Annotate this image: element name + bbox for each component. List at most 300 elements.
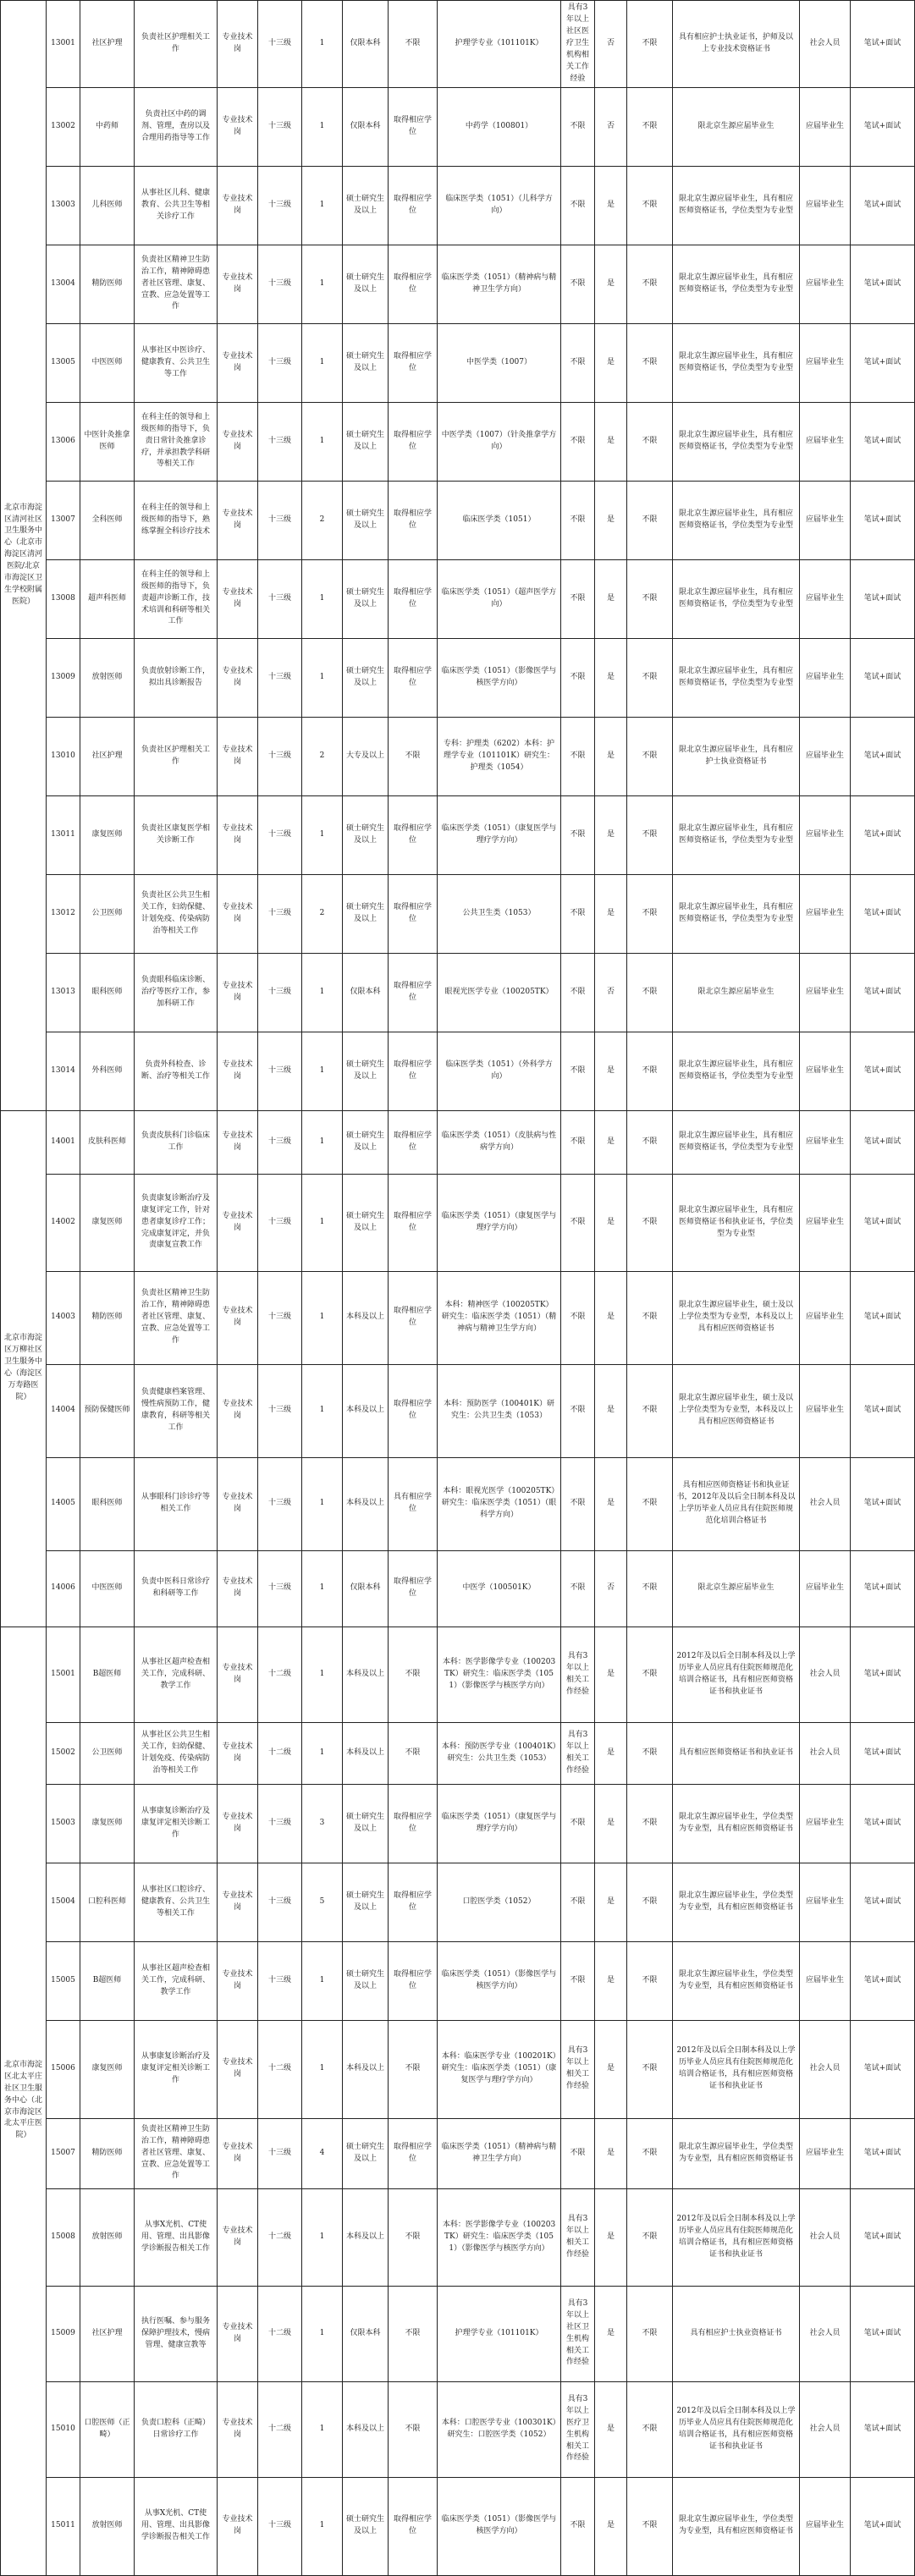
cell-cond: 限北京生源应届毕业生，学位类型为专业型，具有相应医师资格证书: [673, 1863, 800, 1941]
cell-exam: 笔试+面试: [851, 795, 915, 874]
cell-degree: 取得相应学位: [389, 638, 438, 717]
cell-src: 应届毕业生: [800, 323, 851, 402]
cell-post: 中医医师: [80, 323, 135, 402]
cell-exam: 笔试+面试: [851, 638, 915, 717]
cell-party: 否: [595, 87, 627, 166]
table-row: [1, 1550, 915, 1627]
cell-other: 不限: [627, 1457, 673, 1550]
cell-degree: 取得相应学位: [389, 1941, 438, 2020]
cell-count: 1: [302, 2188, 343, 2286]
cell-cond: 限北京生源应届毕业生，学位类型为专业型，具有相应医师资格证书: [673, 1941, 800, 2020]
cell-level: 十三级: [258, 717, 302, 795]
cell-post: 全科医师: [80, 481, 135, 559]
cell-exp: 不限: [561, 1174, 595, 1271]
table-row: [1, 2477, 915, 2575]
cell-code: 13011: [47, 795, 80, 874]
cell-major: 临床医学类（1051）（康复医学与理疗学方向）: [438, 1784, 561, 1863]
cell-degree: 取得相应学位: [389, 1550, 438, 1627]
cell-post: 康复医师: [80, 2020, 135, 2118]
cell-exam: 笔试+面试: [851, 166, 915, 245]
table-row: [1, 87, 915, 166]
cell-duty: 从事X光机、CT使用、管理、出具影像学诊断报告相关工作: [135, 2477, 218, 2575]
cell-type: 专业技术岗: [218, 87, 258, 166]
cell-src: 应届毕业生: [800, 2118, 851, 2188]
cell-major: 本科：临床医学专业（100201K）研究生：临床医学类（1051）（康复医学与理疗学方向）: [438, 2020, 561, 2118]
cell-type: 专业技术岗: [218, 2286, 258, 2381]
cell-party: 否: [595, 1550, 627, 1627]
cell-degree: 取得相应学位: [389, 87, 438, 166]
cell-edu: 本科及以上: [343, 1627, 389, 1722]
cell-type: 专业技术岗: [218, 1, 258, 88]
cell-exam: 笔试+面试: [851, 1174, 915, 1271]
cell-type: 专业技术岗: [218, 2381, 258, 2477]
cell-exp: 不限: [561, 1941, 595, 2020]
cell-exp: 不限: [561, 559, 595, 638]
cell-party: 是: [595, 638, 627, 717]
cell-duty: 负责口腔科（正畸）日常诊疗工作: [135, 2381, 218, 2477]
cell-exp: 不限: [561, 953, 595, 1032]
cell-cond: 限北京生源应届毕业生: [673, 953, 800, 1032]
cell-post: 皮肤科医师: [80, 1110, 135, 1174]
cell-degree: 取得相应学位: [389, 481, 438, 559]
cell-count: 1: [302, 1627, 343, 1722]
cell-cond: 限北京生源应届毕业生，具有相应医师资格证书，学位类型为专业型: [673, 402, 800, 481]
cell-duty: 从事社区公共卫生相关工作，妇幼保健、计划免疫、传染病防治等相关工作: [135, 1722, 218, 1784]
cell-degree: 取得相应学位: [389, 245, 438, 323]
cell-party: 是: [595, 1032, 627, 1110]
cell-cond: 限北京生源应届毕业生，具有相应医师资格证书，学位类型为专业型: [673, 481, 800, 559]
cell-count: 1: [302, 245, 343, 323]
cell-exam: 笔试+面试: [851, 953, 915, 1032]
cell-exp: 不限: [561, 1863, 595, 1941]
employer-unit-cell: 北京市海淀区清河社区卫生服务中心（北京市海淀区清河医院/北京市海淀区卫生学校附属医院）: [1, 1, 47, 1111]
cell-major: 临床医学类（1051）（外科学方向）: [438, 1032, 561, 1110]
cell-party: 是: [595, 2477, 627, 2575]
table-row: [1, 559, 915, 638]
cell-major: 中医学类（1007）（针灸推拿学方向）: [438, 402, 561, 481]
cell-post: 超声科医师: [80, 559, 135, 638]
cell-other: 不限: [627, 2381, 673, 2477]
cell-post: 中医医师: [80, 1550, 135, 1627]
employer-unit-cell: 北京市海淀区北太平庄社区卫生服务中心（北京市海淀区北太平庄医院）: [1, 1627, 47, 2575]
cell-type: 专业技术岗: [218, 2477, 258, 2575]
cell-party: 是: [595, 1784, 627, 1863]
cell-edu: 硕士研究生及以上: [343, 1784, 389, 1863]
cell-count: 1: [302, 559, 343, 638]
cell-code: 13004: [47, 245, 80, 323]
cell-exp: 不限: [561, 1271, 595, 1364]
cell-post: 康复医师: [80, 1784, 135, 1863]
cell-exam: 笔试+面试: [851, 1, 915, 88]
table-row: [1, 1457, 915, 1550]
cell-other: 不限: [627, 323, 673, 402]
cell-other: 不限: [627, 1364, 673, 1457]
cell-other: 不限: [627, 1863, 673, 1941]
cell-cond: 限北京生源应届毕业生，学位类型为专业型，具有相应医师资格证书: [673, 2118, 800, 2188]
cell-count: 2: [302, 481, 343, 559]
cell-level: 十二级: [258, 2286, 302, 2381]
cell-type: 专业技术岗: [218, 2188, 258, 2286]
cell-other: 不限: [627, 87, 673, 166]
cell-type: 专业技术岗: [218, 2118, 258, 2188]
cell-duty: 从事康复诊断治疗及康复评定相关诊断工作: [135, 1784, 218, 1863]
cell-level: 十三级: [258, 559, 302, 638]
cell-other: 不限: [627, 1941, 673, 2020]
cell-degree: 具有相应学位: [389, 1457, 438, 1550]
cell-level: 十三级: [258, 402, 302, 481]
cell-edu: 硕士研究生及以上: [343, 2118, 389, 2188]
table-row: [1, 874, 915, 953]
cell-other: 不限: [627, 717, 673, 795]
cell-code: 15003: [47, 1784, 80, 1863]
cell-other: 不限: [627, 2020, 673, 2118]
cell-post: 社区护理: [80, 1, 135, 88]
cell-degree: 取得相应学位: [389, 1863, 438, 1941]
cell-exp: 不限: [561, 2477, 595, 2575]
cell-degree: 取得相应学位: [389, 795, 438, 874]
cell-count: 1: [302, 1271, 343, 1364]
cell-duty: 从事社区超声检查相关工作，完成科研、教学工作: [135, 1627, 218, 1722]
cell-cond: 2012年及以后全日制本科及以上学历毕业人员应具有住院医师规范化培训合格证书，具有相应医师资格证书和执业证书: [673, 2188, 800, 2286]
cell-count: 2: [302, 874, 343, 953]
cell-edu: 硕士研究生及以上: [343, 166, 389, 245]
cell-post: B超医师: [80, 1627, 135, 1722]
cell-party: 是: [595, 795, 627, 874]
cell-code: 13003: [47, 166, 80, 245]
cell-edu: 硕士研究生及以上: [343, 559, 389, 638]
cell-exam: 笔试+面试: [851, 245, 915, 323]
cell-count: 1: [302, 1364, 343, 1457]
cell-duty: 在科主任的领导和上级医师的指导下，熟练掌握全科诊疗技术: [135, 481, 218, 559]
table-row: [1, 481, 915, 559]
cell-major: 本科：口腔医学专业（100301K）研究生：口腔医学类（1052）: [438, 2381, 561, 2477]
cell-exp: 具有3年以上相关工作经验: [561, 1627, 595, 1722]
cell-code: 13010: [47, 717, 80, 795]
cell-edu: 本科及以上: [343, 1722, 389, 1784]
cell-count: 1: [302, 166, 343, 245]
cell-count: 1: [302, 1550, 343, 1627]
cell-degree: 取得相应学位: [389, 874, 438, 953]
cell-level: 十三级: [258, 953, 302, 1032]
cell-major: 本科：预防医学专业（100401K）研究生：公共卫生类（1053）: [438, 1722, 561, 1784]
cell-exp: 不限: [561, 1110, 595, 1174]
cell-degree: 取得相应学位: [389, 559, 438, 638]
cell-src: 应届毕业生: [800, 1941, 851, 2020]
cell-code: 15011: [47, 2477, 80, 2575]
cell-degree: 取得相应学位: [389, 1032, 438, 1110]
cell-post: 中医针灸推拿医师: [80, 402, 135, 481]
table-row: [1, 953, 915, 1032]
cell-src: 社会人员: [800, 1722, 851, 1784]
cell-major: 本科：医学影像学专业（100203TK）研究生：临床医学类（1051）（影像医学与核医学方向）: [438, 1627, 561, 1722]
cell-count: 1: [302, 402, 343, 481]
cell-degree: 取得相应学位: [389, 166, 438, 245]
cell-party: 是: [595, 166, 627, 245]
cell-src: 应届毕业生: [800, 1863, 851, 1941]
cell-code: 14005: [47, 1457, 80, 1550]
cell-cond: 具有相应医师资格证书和执业证书，2012年及以后全日制本科及以上学历毕业人员应具有住院医师规范化培训合格证书: [673, 1457, 800, 1550]
cell-major: 本科：医学影像学专业（100203TK）研究生：临床医学类（1051）（影像医学与核医学方向）: [438, 2188, 561, 2286]
cell-cond: 限北京生源应届毕业生，具有相应医师资格证书，学位类型为专业型: [673, 795, 800, 874]
cell-other: 不限: [627, 2118, 673, 2188]
cell-cond: 限北京生源应届毕业生，具有相应医师资格证书，学位类型为专业型: [673, 559, 800, 638]
cell-duty: 负责社区公共卫生相关工作，妇幼保健、计划免疫、传染病防治等相关工作: [135, 874, 218, 953]
cell-type: 专业技术岗: [218, 1627, 258, 1722]
cell-duty: 执行医嘱、参与服务保障护理技术，慢病管理、健康宣教等: [135, 2286, 218, 2381]
cell-party: 是: [595, 2286, 627, 2381]
cell-count: 1: [302, 2381, 343, 2477]
cell-post: 公卫医师: [80, 874, 135, 953]
table-row: [1, 1110, 915, 1174]
cell-duty: 从事社区超声检查相关工作，完成科研、教学工作: [135, 1941, 218, 2020]
cell-count: 1: [302, 1110, 343, 1174]
cell-type: 专业技术岗: [218, 638, 258, 717]
cell-count: 3: [302, 1784, 343, 1863]
cell-exam: 笔试+面试: [851, 2188, 915, 2286]
cell-level: 十三级: [258, 166, 302, 245]
cell-code: 13012: [47, 874, 80, 953]
cell-code: 13014: [47, 1032, 80, 1110]
cell-duty: 负责眼科临床诊断、治疗等医疗工作，参加科研工作: [135, 953, 218, 1032]
cell-cond: 具有相应护士执业资格证书: [673, 2286, 800, 2381]
cell-src: 应届毕业生: [800, 245, 851, 323]
cell-degree: 不限: [389, 717, 438, 795]
cell-code: 15001: [47, 1627, 80, 1722]
cell-post: 公卫医师: [80, 1722, 135, 1784]
cell-level: 十三级: [258, 638, 302, 717]
cell-type: 专业技术岗: [218, 874, 258, 953]
cell-post: 社区护理: [80, 717, 135, 795]
table-row: [1, 2381, 915, 2477]
cell-edu: 仅限本科: [343, 87, 389, 166]
cell-exp: 不限: [561, 1784, 595, 1863]
cell-duty: 负责中医科日常诊疗和科研等工作: [135, 1550, 218, 1627]
cell-edu: 硕士研究生及以上: [343, 323, 389, 402]
cell-count: 1: [302, 1941, 343, 2020]
table-row: [1, 2286, 915, 2381]
cell-exp: 不限: [561, 245, 595, 323]
cell-src: 应届毕业生: [800, 402, 851, 481]
cell-degree: 取得相应学位: [389, 323, 438, 402]
table-row: [1, 402, 915, 481]
cell-code: 13001: [47, 1, 80, 88]
cell-duty: 负责外科检查、诊断、治疗等相关工作: [135, 1032, 218, 1110]
table-row: [1, 1627, 915, 1722]
cell-type: 专业技术岗: [218, 2020, 258, 2118]
cell-post: 放射医师: [80, 2188, 135, 2286]
cell-count: 5: [302, 1863, 343, 1941]
cell-code: 14003: [47, 1271, 80, 1364]
cell-type: 专业技术岗: [218, 1032, 258, 1110]
cell-edu: 本科及以上: [343, 2381, 389, 2477]
cell-other: 不限: [627, 1, 673, 88]
cell-src: 应届毕业生: [800, 1550, 851, 1627]
cell-exp: 不限: [561, 1457, 595, 1550]
cell-edu: 本科及以上: [343, 2020, 389, 2118]
cell-degree: 取得相应学位: [389, 1364, 438, 1457]
cell-party: 是: [595, 2118, 627, 2188]
cell-other: 不限: [627, 874, 673, 953]
cell-type: 专业技术岗: [218, 1722, 258, 1784]
cell-exp: 不限: [561, 638, 595, 717]
cell-type: 专业技术岗: [218, 1457, 258, 1550]
cell-major: 临床医学类（1051）（影像医学与核医学方向）: [438, 1941, 561, 2020]
cell-major: 中医学类（1007）: [438, 323, 561, 402]
cell-other: 不限: [627, 1722, 673, 1784]
cell-src: 应届毕业生: [800, 481, 851, 559]
cell-exp: 不限: [561, 717, 595, 795]
cell-post: 精防医师: [80, 2118, 135, 2188]
employer-unit-cell: 北京市海淀区万柳社区卫生服务中心（海淀区万寿路医院）: [1, 1110, 47, 1627]
cell-duty: 负责社区护理相关工作: [135, 717, 218, 795]
cell-duty: 负责社区精神卫生防治工作，精神障碍患者社区管理、康复、宣教、应急处置等工作: [135, 2118, 218, 2188]
cell-edu: 本科及以上: [343, 2188, 389, 2286]
cell-count: 1: [302, 87, 343, 166]
cell-duty: 从事社区儿科、健康教育、公共卫生等相关诊疗工作: [135, 166, 218, 245]
cell-cond: 2012年及以后全日制本科及以上学历毕业人员应具有住院医师规范化培训合格证书，具有相应医师资格证书和执业证书: [673, 2020, 800, 2118]
cell-exp: 不限: [561, 1364, 595, 1457]
cell-cond: 限北京生源应届毕业生: [673, 1550, 800, 1627]
cell-level: 十三级: [258, 1784, 302, 1863]
cell-major: 本科：精神医学（100205TK）研究生：临床医学类（1051）（精神病与精神卫生学方向）: [438, 1271, 561, 1364]
cell-major: 临床医学类（1051）: [438, 481, 561, 559]
cell-code: 15008: [47, 2188, 80, 2286]
cell-other: 不限: [627, 245, 673, 323]
cell-level: 十二级: [258, 2381, 302, 2477]
cell-level: 十二级: [258, 2020, 302, 2118]
cell-edu: 仅限本科: [343, 1, 389, 88]
cell-degree: 不限: [389, 2381, 438, 2477]
table-row: [1, 1174, 915, 1271]
cell-post: 外科医师: [80, 1032, 135, 1110]
cell-duty: 负责康复诊断治疗及康复评定工作，针对患者康复诊疗工作；完成康复评定，并负责康复宣教工作: [135, 1174, 218, 1271]
cell-src: 社会人员: [800, 2381, 851, 2477]
cell-post: 放射医师: [80, 638, 135, 717]
cell-cond: 限北京生源应届毕业生，具有相应医师资格证书，学位类型为专业型: [673, 1032, 800, 1110]
cell-level: 十三级: [258, 2118, 302, 2188]
cell-other: 不限: [627, 2477, 673, 2575]
cell-src: 社会人员: [800, 2188, 851, 2286]
cell-major: 本科：预防医学（100401K）研究生：公共卫生类（1053）: [438, 1364, 561, 1457]
cell-code: 15009: [47, 2286, 80, 2381]
cell-code: 14001: [47, 1110, 80, 1174]
cell-major: 临床医学类（1051）（皮肤病与性病学方向）: [438, 1110, 561, 1174]
cell-count: 1: [302, 638, 343, 717]
cell-type: 专业技术岗: [218, 1364, 258, 1457]
cell-post: 放射医师: [80, 2477, 135, 2575]
cell-major: 临床医学类（1051）（影像医学与核医学方向）: [438, 2477, 561, 2575]
table-row: [1, 245, 915, 323]
cell-cond: 限北京生源应届毕业生，硕士及以上学位类型为专业型，本科及以上具有相应医师资格证书: [673, 1364, 800, 1457]
cell-edu: 硕士研究生及以上: [343, 1032, 389, 1110]
cell-other: 不限: [627, 481, 673, 559]
cell-other: 不限: [627, 795, 673, 874]
cell-post: 精防医师: [80, 245, 135, 323]
cell-level: 十三级: [258, 1271, 302, 1364]
cell-cond: 具有相应医师资格证书和执业证书: [673, 1722, 800, 1784]
cell-post: 康复医师: [80, 795, 135, 874]
cell-level: 十三级: [258, 795, 302, 874]
cell-level: 十三级: [258, 87, 302, 166]
cell-major: 临床医学类（1051）（精神病与精神卫生学方向）: [438, 245, 561, 323]
cell-src: 应届毕业生: [800, 1271, 851, 1364]
table-row: [1, 1, 915, 88]
cell-edu: 大专及以上: [343, 717, 389, 795]
cell-exam: 笔试+面试: [851, 1110, 915, 1174]
cell-edu: 硕士研究生及以上: [343, 1174, 389, 1271]
cell-major: 专科：护理类（6202）本科：护理学专业（101101K）研究生：护理类（1054）: [438, 717, 561, 795]
cell-type: 专业技术岗: [218, 1110, 258, 1174]
cell-type: 专业技术岗: [218, 245, 258, 323]
cell-exp: 不限: [561, 87, 595, 166]
cell-cond: 限北京生源应届毕业生，具有相应医师资格证书，学位类型为专业型: [673, 166, 800, 245]
cell-cond: 限北京生源应届毕业生，学位类型为专业型，具有相应医师资格证书: [673, 1784, 800, 1863]
table-row: [1, 795, 915, 874]
cell-type: 专业技术岗: [218, 481, 258, 559]
cell-count: 1: [302, 1722, 343, 1784]
cell-code: 15007: [47, 2118, 80, 2188]
cell-level: 十三级: [258, 874, 302, 953]
cell-party: 是: [595, 245, 627, 323]
cell-duty: 负责皮肤科门诊临床工作: [135, 1110, 218, 1174]
cell-level: 十三级: [258, 1032, 302, 1110]
cell-cond: 限北京生源应届毕业生，具有相应医师资格证书，学位类型为专业型: [673, 245, 800, 323]
cell-src: 应届毕业生: [800, 87, 851, 166]
cell-party: 是: [595, 1110, 627, 1174]
cell-level: 十二级: [258, 1627, 302, 1722]
cell-major: 护理学专业（101101K）: [438, 2286, 561, 2381]
cell-party: 是: [595, 1863, 627, 1941]
cell-party: 是: [595, 717, 627, 795]
cell-major: 临床医学类（1051）（儿科学方向）: [438, 166, 561, 245]
cell-edu: 硕士研究生及以上: [343, 1863, 389, 1941]
cell-major: 口腔医学类（1052）: [438, 1863, 561, 1941]
cell-party: 是: [595, 1457, 627, 1550]
cell-other: 不限: [627, 402, 673, 481]
cell-party: 是: [595, 1941, 627, 2020]
cell-party: 是: [595, 1271, 627, 1364]
cell-code: 13008: [47, 559, 80, 638]
cell-count: 1: [302, 2477, 343, 2575]
cell-exam: 笔试+面试: [851, 1550, 915, 1627]
cell-cond: 具有相应护士执业证书，护师及以上专业技术资格证书: [673, 1, 800, 88]
cell-count: 1: [302, 2286, 343, 2381]
cell-other: 不限: [627, 1032, 673, 1110]
cell-other: 不限: [627, 1174, 673, 1271]
cell-party: 是: [595, 402, 627, 481]
cell-party: 是: [595, 2188, 627, 2286]
cell-exam: 笔试+面试: [851, 874, 915, 953]
cell-duty: 从事社区口腔诊疗、健康教育、公共卫生等相关工作: [135, 1863, 218, 1941]
cell-count: 1: [302, 953, 343, 1032]
cell-src: 应届毕业生: [800, 2477, 851, 2575]
cell-count: 1: [302, 1032, 343, 1110]
cell-exp: 不限: [561, 2118, 595, 2188]
cell-exp: 不限: [561, 1032, 595, 1110]
table-row: [1, 2188, 915, 2286]
cell-type: 专业技术岗: [218, 1550, 258, 1627]
cell-party: 是: [595, 323, 627, 402]
cell-level: 十三级: [258, 2477, 302, 2575]
cell-cond: 2012年及以后全日制本科及以上学历毕业人员应具有住院医师规范化培训合格证书，具有相应医师资格证书和执业证书: [673, 2381, 800, 2477]
cell-count: 1: [302, 1457, 343, 1550]
cell-major: 临床医学类（1051）（康复医学与理疗学方向）: [438, 795, 561, 874]
cell-level: 十三级: [258, 1110, 302, 1174]
cell-major: 公共卫生类（1053）: [438, 874, 561, 953]
cell-duty: 负责社区精神卫生防治工作，精神障碍患者社区管理、康复、宣教、应急处置等工作: [135, 245, 218, 323]
cell-duty: 负责社区康复医学相关诊断工作: [135, 795, 218, 874]
cell-duty: 从事X光机、CT使用、管理、出具影像学诊断报告相关工作: [135, 2188, 218, 2286]
